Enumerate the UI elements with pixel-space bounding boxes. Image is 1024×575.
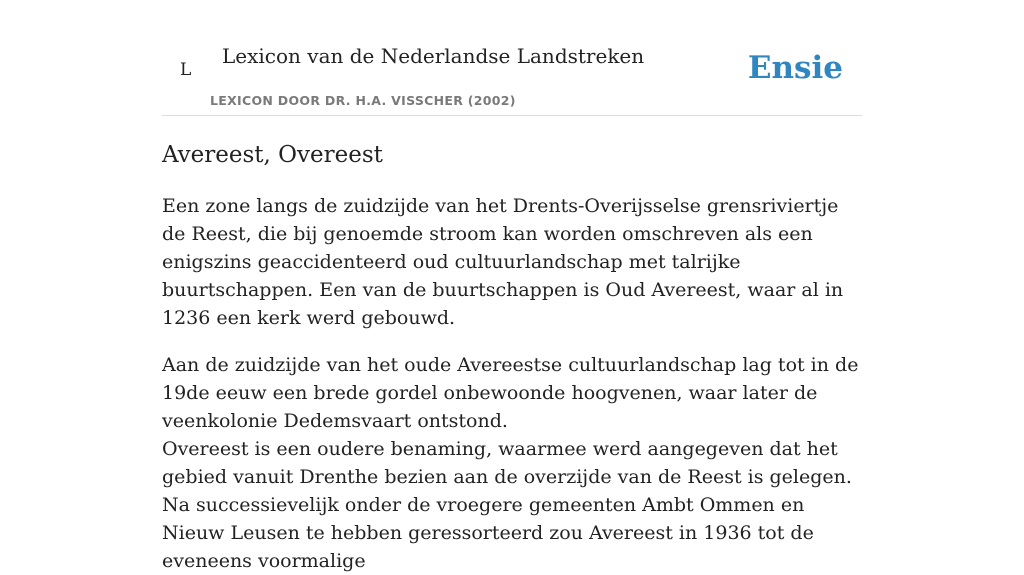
entry-body: [162, 192, 862, 575]
lexicon-header: [162, 0, 862, 116]
entry-paragraph: Aan de zuidzijde van het oude Avereestse cultuurlandschap lag tot in de 19de eeuw een brede gordel onbewoonde hoogvenen, waar later de veenkolonie Dedemsvaart ontstond.: [162, 354, 859, 432]
lexicon-logo[interactable]: L: [180, 60, 192, 80]
entry-paragraph: Na successievelijk onder de vroegere gemeenten Ambt Ommen en Nieuw Leusen te hebben geressorteerd zou Avereest in 1936 tot de eveneens voormalige: [162, 494, 814, 572]
lexicon-author-link[interactable]: LEXICON DOOR DR. H.A. VISSCHER (2002): [210, 93, 516, 108]
content-container: [162, 0, 862, 575]
lexicon-title-link[interactable]: Lexicon van de Nederlandse Landstreken: [222, 44, 645, 68]
ensie-logo-link[interactable]: Ensie: [747, 50, 843, 86]
entry-title: Avereest, Overeest: [162, 142, 383, 168]
entry-paragraph: Overeest is een oudere benaming, waarmee werd aangegeven dat het gebied vanuit Drenthe bezien aan de overzijde van de Reest is gelegen.: [162, 438, 852, 488]
entry-paragraph: Een zone langs de zuidzijde van het Drents-Overijsselse grensriviertje de Reest, die bij genoemde stroom kan worden omschreven als een enigszins geaccidenteerd oud cultuurlandschap met talrijke buurtschappen. Een van de buurtschappen is Oud Avereest, waar al in 1236 een kerk werd gebouwd.: [162, 195, 844, 329]
